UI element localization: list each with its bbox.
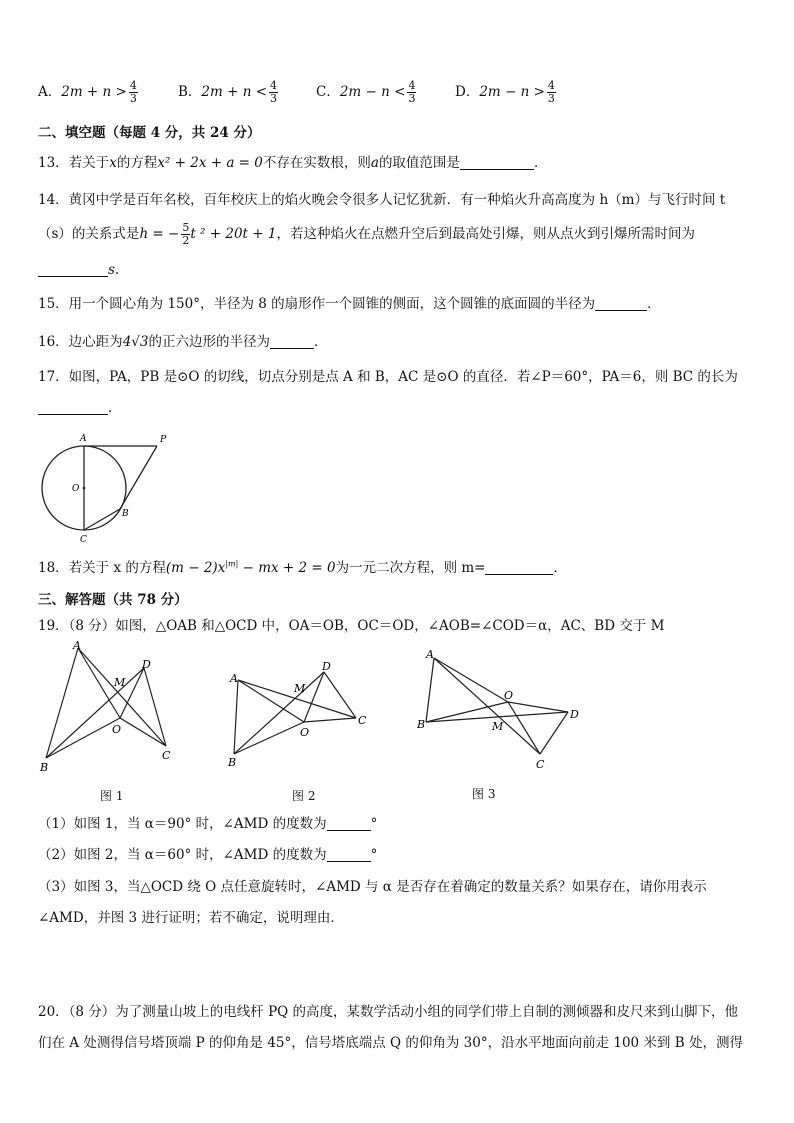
label-O: O: [112, 723, 122, 736]
q17-end: ．: [108, 400, 122, 416]
option-label: D．: [455, 84, 480, 100]
q13-mid: 的方程: [116, 155, 158, 171]
q18-post: 为一元二次方程，则 m=: [335, 560, 486, 576]
option-b: [178, 80, 278, 105]
answer-blank[interactable]: [485, 560, 553, 575]
q18-eq: (m − 2)x: [165, 560, 226, 576]
q18-sup: |m|: [225, 559, 239, 569]
q13-equation: x² + 2x + a = 0: [157, 155, 263, 171]
q14-unit: s.: [108, 262, 120, 278]
q16-post: 的正六边形的半径为: [148, 334, 270, 350]
question-19-part1: [38, 812, 377, 832]
q19-p2-text: （2）如图 2，当 α＝60° 时，∠AMD 的度数为: [38, 847, 327, 863]
option-expr: 2m − n <: [339, 84, 406, 100]
label-D: D: [570, 708, 579, 721]
question-14-line3: [38, 262, 119, 278]
figure-17-circle-tangents: [36, 428, 176, 546]
option-label: B．: [178, 84, 202, 100]
label-D: D: [322, 660, 331, 673]
frac-num: 4: [547, 79, 555, 92]
figure-19-2: [224, 652, 374, 772]
section-title-solutions: 三、解答题（共 78 分）: [38, 592, 188, 608]
option-expr: 2m + n <: [201, 84, 268, 100]
label-B: B: [40, 761, 49, 774]
option-expr: 2m + n >: [61, 84, 127, 100]
q16-pre: 16．边心距为: [38, 334, 123, 350]
frac-den: 2: [182, 234, 190, 247]
frac-den: 3: [408, 92, 416, 105]
answer-blank[interactable]: [270, 334, 314, 349]
question-17-line2: [38, 396, 122, 416]
q15-end: ．: [647, 296, 661, 312]
label-C: C: [536, 758, 545, 771]
label-A: A: [426, 648, 434, 661]
label-A: A: [73, 639, 81, 652]
degree-sign: °: [370, 816, 378, 832]
question-13: [38, 151, 547, 171]
label-B: B: [122, 509, 129, 519]
figure-19-3: [414, 644, 589, 774]
q14-fraction: [181, 222, 190, 247]
figure-19-1: [36, 638, 186, 774]
q16-end: ．: [313, 334, 328, 350]
label-B: B: [228, 756, 237, 769]
frac-den: 3: [547, 92, 555, 105]
fraction: [407, 80, 416, 105]
question-20-line1: 20．（8 分）为了测量山坡上的电线杆 PQ 的高度，某数学活动小组的同学们带上自制的测倾器和皮尺来到山脚下，他: [38, 1004, 739, 1020]
answer-blank[interactable]: [327, 816, 371, 831]
answer-blank[interactable]: [38, 400, 108, 415]
answer-blank[interactable]: [595, 296, 647, 311]
q18-end: ．: [553, 560, 567, 576]
q14-formula-pre: h = −: [139, 226, 180, 242]
fraction: [129, 80, 138, 105]
frac-den: 3: [129, 92, 137, 105]
question-19-part2: [38, 843, 377, 863]
question-14-line1: 14．黄冈中学是百年名校，百年校庆上的焰火晚会令很多人记忆犹新．有一种焰火升高高度为 h（m）与飞行时间 t: [38, 192, 726, 208]
q15-text: 15．用一个圆心角为 150°，半径为 8 的扇形作一个圆锥的侧面，这个圆锥的底面圆的半径为: [38, 296, 596, 312]
q13-end: ．: [533, 155, 548, 171]
option-a: [38, 80, 138, 105]
label-C: C: [162, 749, 171, 762]
q18-eq2: − mx + 2 = 0: [238, 560, 336, 576]
question-17-line1: 17．如图，PA，PB 是⊙O 的切线，切点分别是点 A 和 B，AC 是⊙O 的直径．若∠P＝60°，PA＝6，则 BC 的长为: [38, 369, 738, 385]
caption-figure-1: 图 1: [100, 789, 124, 803]
degree-sign: °: [370, 847, 378, 863]
label-O: O: [300, 726, 310, 739]
label-B: B: [417, 718, 426, 731]
fraction: [547, 80, 556, 105]
question-15: [38, 292, 661, 312]
question-19-part3-line1: （3）如图 3，当△OCD 绕 O 点任意旋转时，∠AMD 与 α 是否存在着确定的数量关系？如果存在，请你用表示: [38, 879, 707, 895]
label-D: D: [142, 658, 151, 671]
option-label: C．: [316, 84, 340, 100]
frac-num: 4: [270, 79, 278, 92]
fraction: [269, 80, 278, 105]
question-20-line2: 们在 A 处测得信号塔顶端 P 的仰角是 45°，信号塔底端点 Q 的仰角为 30°，沿水平地面向前走 100 米到 B 处，测得: [38, 1035, 743, 1051]
q13-var: x: [109, 155, 117, 171]
q14-pre: （s）的关系式是: [38, 226, 140, 242]
section-title-fill-in: 二、填空题（每题 4 分，共 24 分）: [38, 125, 261, 141]
label-M: M: [492, 720, 504, 733]
frac-num: 5: [182, 221, 190, 234]
answer-blank[interactable]: [460, 155, 534, 170]
option-c: [316, 80, 416, 105]
label-M: M: [294, 682, 306, 695]
question-14-line2: [38, 222, 695, 247]
q13-suffix: 不存在实数根，则: [262, 155, 371, 171]
label-C: C: [80, 535, 87, 545]
caption-figure-2: 图 2: [292, 789, 316, 803]
option-expr: 2m − n >: [479, 84, 545, 100]
q13-suffix2: 的取值范围是: [378, 155, 460, 171]
label-A: A: [230, 672, 238, 685]
label-C: C: [358, 714, 367, 727]
q16-value: 4√3: [122, 334, 149, 350]
q13-prefix: 13．若关于: [38, 155, 110, 171]
answer-blank[interactable]: [327, 847, 371, 862]
q13-a: a: [370, 155, 379, 171]
label-M: M: [114, 676, 126, 689]
q18-pre: 18．若关于 x 的方程: [38, 560, 166, 576]
answer-blank[interactable]: [38, 262, 108, 277]
q14-post: ，若这种焰火在点燃升空后到最高处引爆，则从点火到引爆所需时间为: [276, 226, 695, 242]
question-19-part3-line2: ∠AMD，并图 3 进行证明；若不确定，说明理由．: [38, 910, 344, 926]
frac-num: 4: [129, 79, 137, 92]
q14-formula-post: t ² + 20t + 1: [190, 226, 277, 242]
frac-den: 3: [270, 92, 278, 105]
label-P: P: [160, 435, 167, 445]
question-18: [38, 556, 567, 576]
option-d: [455, 80, 556, 105]
question-16: [38, 330, 327, 350]
caption-figure-3: 图 3: [472, 787, 496, 801]
label-O: O: [72, 484, 80, 494]
label-O: O: [504, 689, 514, 702]
question-19-line1: 19．（8 分）如图，△OAB 和△OCD 中，OA＝OB，OC＝OD，∠AOB=∠COD＝α，AC、BD 交于 M: [38, 618, 665, 634]
option-label: A．: [38, 84, 62, 100]
frac-num: 4: [408, 79, 416, 92]
q19-p1-text: （1）如图 1，当 α＝90° 时，∠AMD 的度数为: [38, 816, 327, 832]
label-A: A: [80, 434, 87, 444]
